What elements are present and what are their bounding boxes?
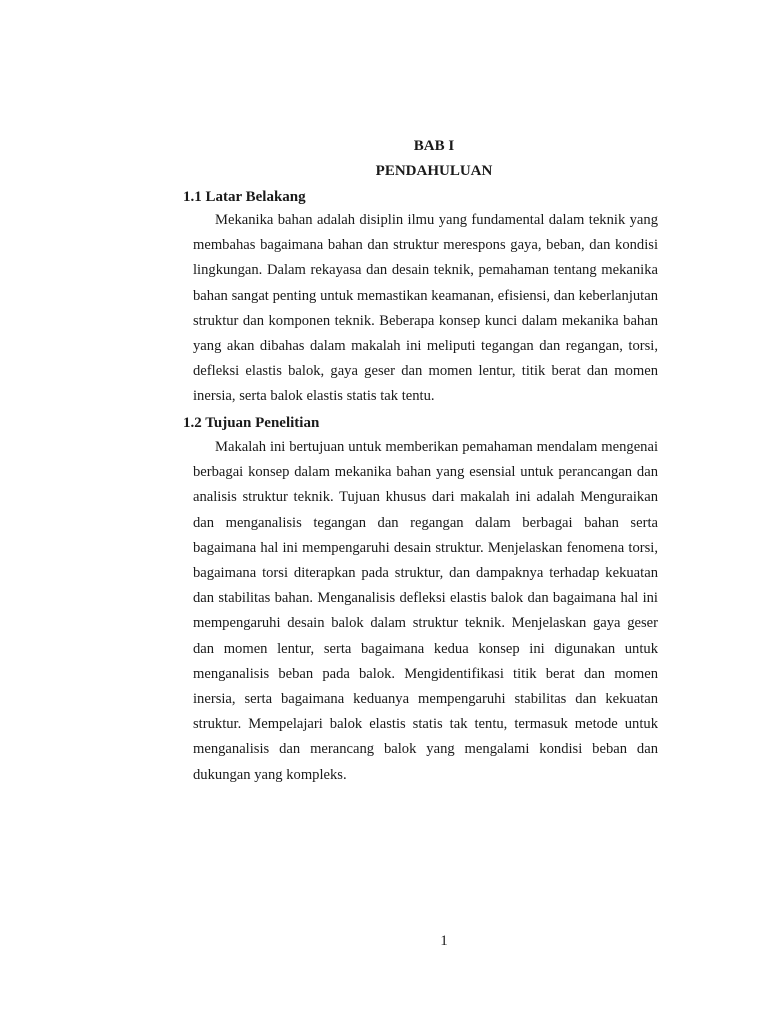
section-heading-tujuan-penelitian: 1.2 Tujuan Penelitian [183,415,320,431]
page-number: 1 [440,933,448,949]
chapter-title: PENDAHULUAN [375,163,493,179]
section-paragraph-latar-belakang: Mekanika bahan adalah disiplin ilmu yang fundamental dalam teknik yang membahas bagaimana bahan dan struktur merespons gaya, beban, dan kondisi lingkungan. Dalam rekayasa dan desain teknik, pemahaman tentang mekanika bahan sangat penting untuk memastikan keamanan, efisiensi, dan keberlanjutan struktur dan komponen teknik. Beberapa konsep kunci dalam mekanika bahan yang akan dibahas dalam makalah ini meliputi tegangan dan regangan, torsi, defleksi elastis balok, gaya geser dan momen lentur, titik berat dan momen inersia, serta balok elastis statis tak tentu. [193,212,658,405]
chapter-number: BAB I [413,138,455,154]
section-heading-latar-belakang: 1.1 Latar Belakang [183,189,306,205]
section-paragraph-tujuan-penelitian: Makalah ini bertujuan untuk memberikan pemahaman mendalam mengenai berbagai konsep dalam mekanika bahan yang esensial untuk perancangan dan analisis struktur teknik. Tujuan khusus dari makalah ini adalah Menguraikan dan menganalisis tegangan dan regangan dalam berbagai bahan serta bagaimana hal ini mempengaruhi desain struktur. Menjelaskan fenomena torsi, bagaimana torsi diterapkan pada struktur, dan dampaknya terhadap kekuatan dan stabilitas bahan. Menganalisis defleksi elastis balok dan bagaimana hal ini mempengaruhi desain balok dalam struktur teknik. Menjelaskan gaya geser dan momen lentur, serta bagaimana kedua konsep ini digunakan untuk menganalisis beban pada balok. Mengidentifikasi titik berat dan momen inersia, serta bagaimana keduanya mempengaruhi stabilitas dan kekuatan struktur. Mempelajari balok elastis statis tak tentu, termasuk metode untuk menganalisis dan merancang balok yang mengalami kondisi beban dan dukungan yang kompleks. [193,439,658,783]
